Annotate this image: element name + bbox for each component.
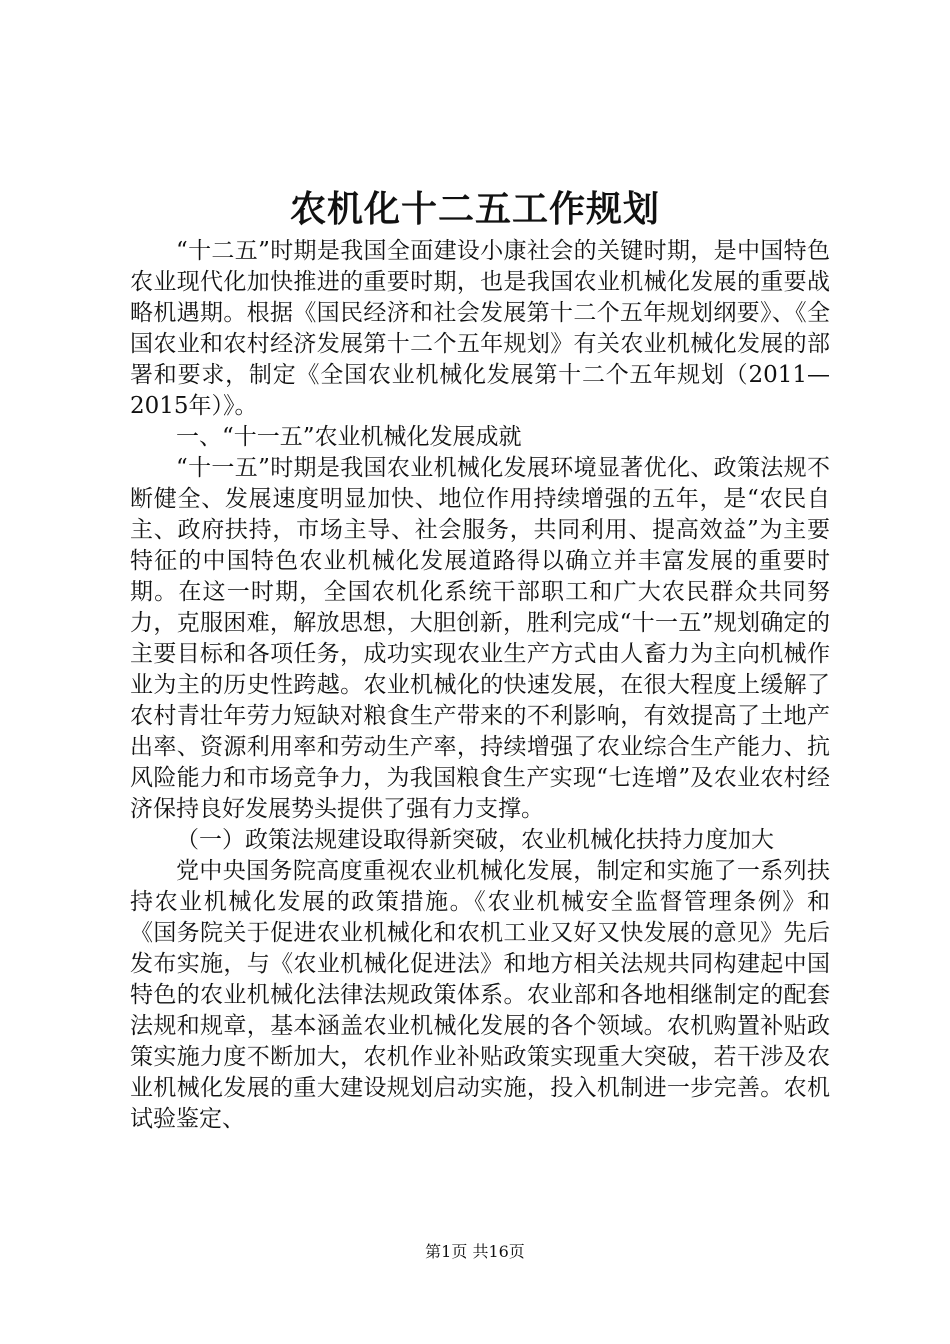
document-body [130, 236, 830, 1135]
page-number: 第1页 共16页 [425, 1242, 525, 1261]
subsection-heading-policy: （一）政策法规建设取得新突破，农业机械化扶持力度加大 [176, 827, 774, 853]
paragraph-policy: 党中央国务院高度重视农业机械化发展，制定和实施了一系列扶持农业机械化发展的政策措施。《农业机械安全监督管理条例》和《国务院关于促进农业机械化和农机工业又好又快发展的意见》先后发布实施，与《农业机械化促进法》和地方相关法规共同构建起中国特色的农业机械化法律法规政策体系。农业部和各地相继制定的配套法规和规章，基本涵盖农业机械化发展的各个领域。农机购置补贴政策实施力度不断加大，农机作业补贴政策实现重大突破，若干涉及农业机械化发展的重大建设规划启动实施，投入机制进一步完善。农机试验鉴定、 [130, 858, 830, 1132]
paragraph-intro: “十二五”时期是我国全面建设小康社会的关键时期，是中国特色农业现代化加快推进的重要时期，也是我国农业机械化发展的重要战略机遇期。根据《国民经济和社会发展第十二个五年规划纲要》、《全国农业和农村经济发展第十二个五年规划》有关农业机械化发展的部署和要求，制定《全国农业机械化发展第十二个五年规划（2011—2015年）》。 [130, 238, 830, 419]
section-heading-achievements: 一、“十一五”农业机械化发展成就 [176, 424, 522, 450]
document-title: 农机化十二五工作规划 [289, 188, 660, 230]
paragraph-achievements: “十一五”时期是我国农业机械化发展环境显著优化、政策法规不断健全、发展速度明显加快、地位作用持续增强的五年，是“农民自主、政府扶持，市场主导、社会服务，共同利用、提高效益”为主要特征的中国特色农业机械化发展道路得以确立并丰富发展的重要时期。在这一时期，全国农机化系统干部职工和广大农民群众共同努力，克服困难，解放思想，大胆创新，胜利完成“十一五”规划确定的主要目标和各项任务，成功实现农业生产方式由人畜力为主向机械作业为主的历史性跨越。农业机械化的快速发展，在很大程度上缓解了农村青壮年劳力短缺对粮食生产带来的不利影响，有效提高了土地产出率、资源利用率和劳动生产率，持续增强了农业综合生产能力、抗风险能力和市场竞争力，为我国粮食生产实现“七连增”及农业农村经济保持良好发展势头提供了强有力支撑。 [130, 455, 830, 822]
